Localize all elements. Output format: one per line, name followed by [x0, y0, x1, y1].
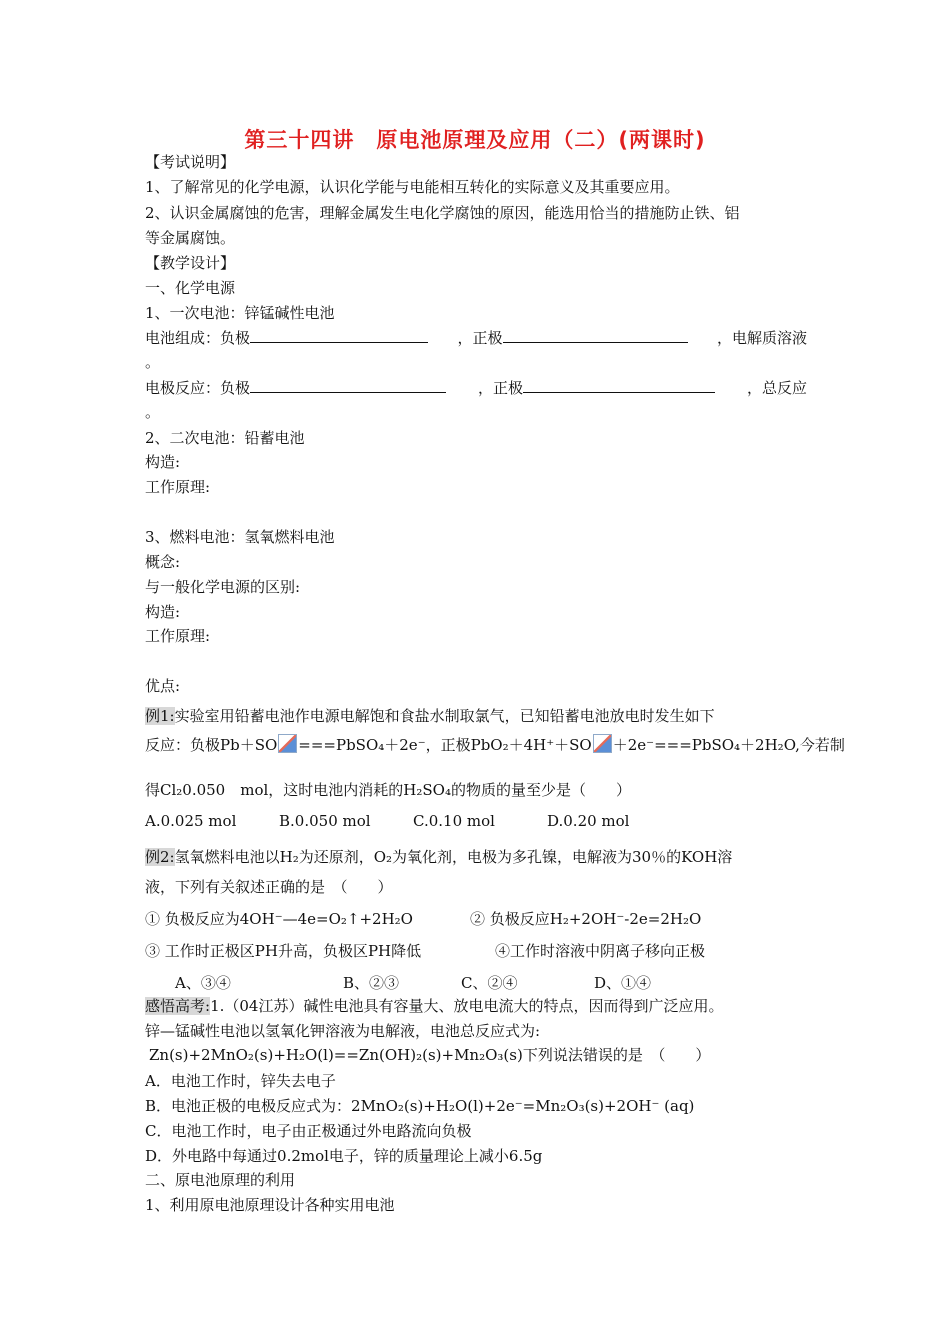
example1-text2c: ＋2e⁻===PbSO₄＋2H₂O,今若制: [612, 736, 845, 754]
sulfate-ion-image-icon: [278, 734, 297, 753]
gaokao-text1: 1.（04江苏）碱性电池具有容量大、放电电流大的特点，因而得到广泛应用。: [210, 997, 724, 1015]
positive-reaction-blank: [523, 378, 715, 393]
negative-electrode-blank: [250, 328, 428, 343]
example1-options: [145, 811, 629, 831]
end-mark-2: 。: [145, 403, 161, 421]
example1-option-a: A.0.025 mol: [145, 812, 237, 830]
part2-item1: 1、利用原电池原理设计各种实用电池: [145, 1196, 395, 1214]
positive-label: ，正极: [457, 329, 503, 347]
example2-option-c: C、②④: [461, 974, 518, 992]
example1-text3: 得Cl₂0.050 mol，这时电池内消耗的H₂SO₄的物质的量至少是（ ）: [145, 781, 631, 799]
exam-item-2-cont: 等金属腐蚀。: [145, 229, 236, 247]
battery3-structure: 构造:: [145, 603, 181, 621]
example1-option-c: C.0.10 mol: [413, 812, 495, 830]
exam-item-2: 2、认识金属腐蚀的危害，理解金属发生电化学腐蚀的原因，能选用恰当的措施防止铁、铝: [145, 204, 740, 222]
battery3-difference: 与一般化学电源的区别:: [145, 578, 301, 596]
total-reaction-label: ，总反应: [746, 379, 807, 397]
section-teaching-heading: 【教学设计】: [145, 254, 236, 272]
example2-line1: [145, 847, 732, 867]
example1-option-d: D.0.20 mol: [547, 812, 630, 830]
statement-1: ① 负极反应为4OH⁻—4e=O₂↑+2H₂O: [145, 910, 413, 928]
gaokao-option-d: D．外电路中每通过0.2mol电子，锌的质量理论上减小6.5g: [145, 1147, 543, 1165]
statement-4: ④工作时溶液中阴离子移向正极: [495, 942, 706, 960]
battery3-heading: 3、燃料电池：氢氧燃料电池: [145, 528, 335, 546]
example2-options: [175, 973, 651, 993]
exam-item-1: 1、了解常见的化学电源，认识化学能与电能相互转化的实际意义及其重要应用。: [145, 178, 680, 196]
example2-statements-1: [145, 909, 701, 929]
gaokao-text2: 锌—锰碱性电池以氢氧化钾溶液为电解液，电池总反应式为:: [145, 1022, 541, 1040]
sulfate-ion-image-icon-2: [593, 734, 612, 753]
part2-heading: 二、原电池原理的利用: [145, 1171, 296, 1189]
example2-statements-2: [145, 941, 705, 961]
section-exam-heading: 【考试说明】: [145, 153, 236, 171]
gaokao-line1: [145, 996, 723, 1016]
example1-option-b: B.0.050 mol: [279, 812, 371, 830]
battery3-principle: 工作原理:: [145, 627, 211, 645]
battery1-reaction-line: [145, 378, 807, 398]
gaokao-option-c: C．电池工作时，电子由正极通过外电路流向负极: [145, 1122, 472, 1140]
end-mark-1: 。: [145, 353, 161, 371]
example2-option-d: D、①④: [594, 974, 652, 992]
gaokao-text3: Zn(s)+2MnO₂(s)+H₂O(l)==Zn(OH)₂(s)+Mn₂O₃(s)下列说法错误的是 （ ）: [149, 1046, 711, 1064]
example2-text1: 氢氧燃料电池以H₂为还原剂，O₂为氧化剂，电极为多孔镍，电解液为30％的KOH溶: [174, 848, 733, 866]
negative-reaction-blank: [250, 378, 446, 393]
battery2-heading: 2、二次电池：铅蓄电池: [145, 429, 305, 447]
gaokao-option-a: A．电池工作时，锌失去电子: [145, 1072, 336, 1090]
example2-text2: 液，下列有关叙述正确的是 （ ）: [145, 878, 393, 896]
gaokao-option-b: B．电池正极的电极反应式为：2MnO₂(s)+H₂O(l)+2e⁻=Mn₂O₃(s)+2OH⁻ (aq): [145, 1097, 695, 1115]
positive-electrode-blank: [503, 328, 688, 343]
example1-line2: [145, 734, 845, 755]
gaokao-label: 感悟高考:: [145, 997, 211, 1015]
reaction-label: 电极反应：负极: [145, 379, 251, 397]
example1-text1: 实验室用铅蓄电池作电源电解饱和食盐水制取氯气，已知铅蓄电池放电时发生如下: [174, 707, 715, 725]
battery2-principle: 工作原理:: [145, 478, 211, 496]
example2-option-a: A、③④: [175, 974, 231, 992]
battery2-structure: 构造:: [145, 453, 181, 471]
statement-2: ② 负极反应H₂+2OH⁻-2e=2H₂O: [470, 910, 702, 928]
battery1-composition-line: [145, 328, 807, 348]
example1-text2b: ===PbSO₄＋2e⁻，正极PbO₂＋4H⁺＋SO: [298, 736, 592, 754]
example2-label: 例2:: [145, 848, 175, 866]
electrolyte-label: ，电解质溶液: [716, 329, 807, 347]
page-title: 第三十四讲 原电池原理及应用（二）(两课时): [244, 128, 706, 152]
battery3-advantages: 优点:: [145, 677, 181, 695]
battery3-concept: 概念:: [145, 553, 181, 571]
positive-reaction-label: ，正极: [477, 379, 523, 397]
example2-option-b: B、②③: [343, 974, 400, 992]
statement-3: ③ 工作时正极区PH升高，负极区PH降低: [145, 942, 422, 960]
composition-label: 电池组成：负极: [145, 329, 251, 347]
example1-label: 例1:: [145, 707, 175, 725]
example1-text2a: 反应：负极Pb＋SO: [145, 736, 278, 754]
example1-line1: [145, 706, 715, 726]
part1-heading: 一、化学电源: [145, 279, 236, 297]
battery1-heading: 1、一次电池：锌锰碱性电池: [145, 304, 335, 322]
